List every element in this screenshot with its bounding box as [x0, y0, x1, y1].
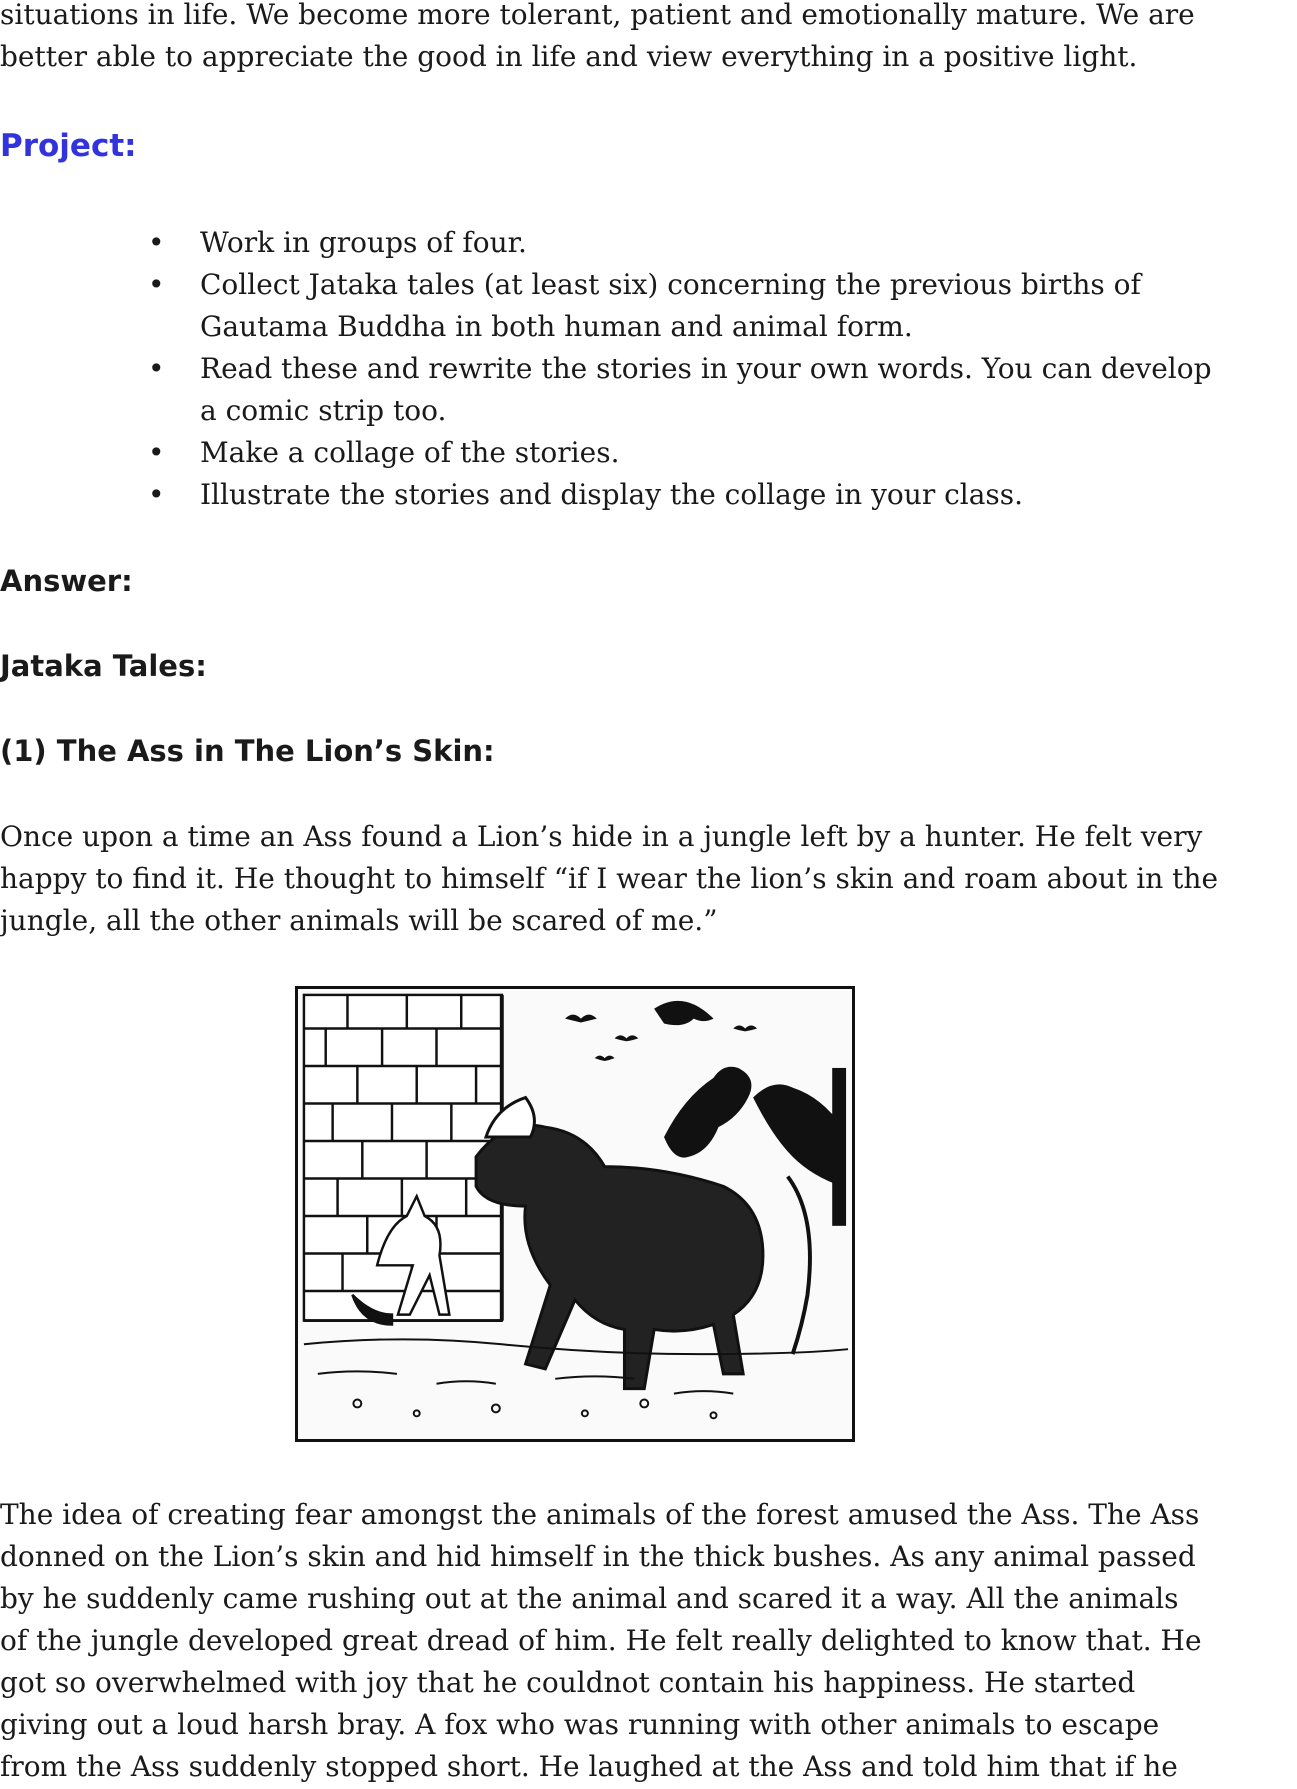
ground	[304, 1321, 848, 1419]
bullet-line: Illustrate the stories and display the collage in your class.	[200, 478, 1024, 511]
intro-line: better able to appreciate the good in life and view everything in a positive light.	[0, 40, 1138, 73]
story-line: jungle, all the other animals will be scared of me.”	[0, 904, 718, 937]
bullet-glyph: •	[148, 352, 165, 385]
illustration-drawing	[298, 989, 852, 1439]
answer-heading: Answer:	[0, 564, 133, 598]
bullet-line: Read these and rewrite the stories in your own words. You can develop	[200, 352, 1212, 385]
bullet-item	[0, 432, 1212, 474]
bullet-line: Collect Jataka tales (at least six) concerning the previous births of	[200, 268, 1141, 301]
ass-in-lion-skin-illustration	[295, 986, 855, 1442]
story-line: happy to find it. He thought to himself “if I wear the lion’s skin and roam about in the	[0, 862, 1219, 895]
story-line: from the Ass suddenly stopped short. He laughed at the Ass and told him that if he	[0, 1750, 1178, 1783]
bullet-line: Work in groups of four.	[200, 226, 527, 259]
bullet-line: a comic strip too.	[200, 394, 447, 427]
story-line: Once upon a time an Ass found a Lion’s hide in a jungle left by a hunter. He felt very	[0, 820, 1203, 853]
jataka-tales-heading: Jataka Tales:	[0, 649, 207, 683]
story-line: got so overwhelmed with joy that he couldnot contain his happiness. He started	[0, 1666, 1136, 1699]
story-line: donned on the Lion’s skin and hid himself in the thick bushes. As any animal passed	[0, 1540, 1196, 1573]
bullet-item	[0, 348, 1212, 432]
story-line: by he suddenly came rushing out at the animal and scared it a way. All the animals	[0, 1582, 1179, 1615]
bullet-glyph: •	[148, 436, 165, 469]
bullet-line: Gautama Buddha in both human and animal form.	[200, 310, 913, 343]
bullet-item	[0, 474, 1212, 516]
bullet-glyph: •	[148, 268, 165, 301]
project-bullet-list	[0, 222, 1212, 516]
bullet-item	[0, 264, 1212, 348]
bullet-item	[0, 222, 1212, 264]
intro-paragraph	[0, 0, 1297, 78]
ass-figure	[476, 1098, 810, 1389]
story-line: giving out a loud harsh bray. A fox who was running with other animals to escape	[0, 1708, 1160, 1741]
story-paragraph-1	[0, 816, 1297, 942]
stone-wall	[304, 995, 502, 1321]
bullet-glyph: •	[148, 226, 165, 259]
project-heading: Project:	[0, 128, 137, 164]
birds	[565, 1001, 757, 1061]
intro-line: situations in life. We become more tolerant, patient and emotionally mature. We are	[0, 0, 1195, 31]
story-line: The idea of creating fear amongst the animals of the forest amused the Ass. The Ass	[0, 1498, 1200, 1531]
bullet-glyph: •	[148, 478, 165, 511]
bullet-line: Make a collage of the stories.	[200, 436, 620, 469]
story-paragraph-2	[0, 1494, 1297, 1788]
story-line: of the jungle developed great dread of him. He felt really delighted to know that. He	[0, 1624, 1202, 1657]
story-title: (1) The Ass in The Lion’s Skin:	[0, 734, 495, 768]
